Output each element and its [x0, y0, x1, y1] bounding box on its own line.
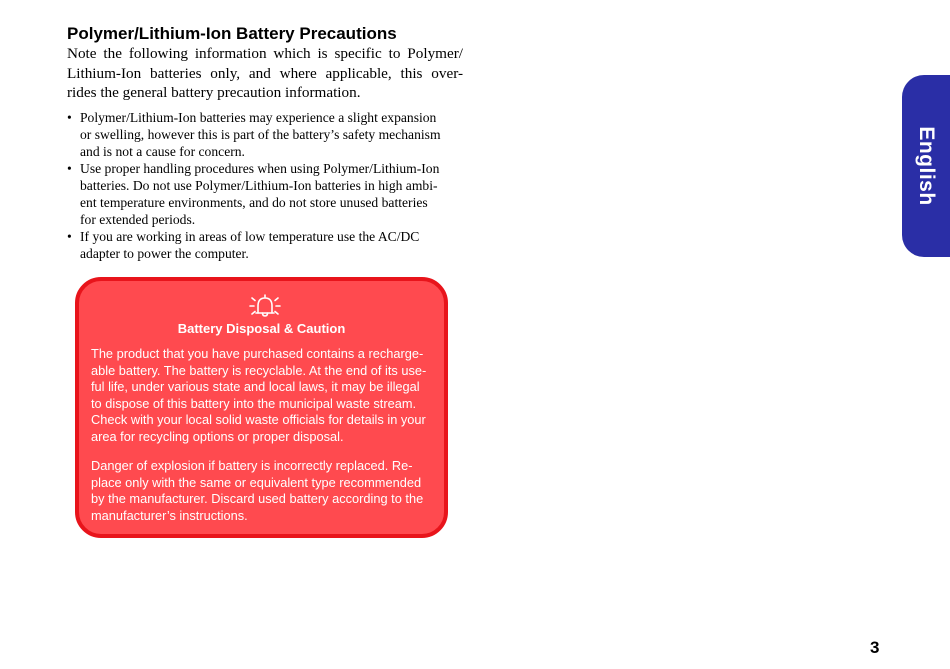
bullet-icon: •	[67, 229, 72, 244]
paragraph-line: to dispose of this battery into the municipal waste stream.	[91, 395, 417, 411]
list-item-line: adapter to power the computer.	[80, 246, 249, 261]
paragraph-line: by the manufacturer. Discard used battery according to the	[91, 491, 424, 507]
paragraph-line: place only with the same or equivalent type recommended	[91, 474, 422, 490]
bullet-icon: •	[67, 110, 72, 125]
list-item	[67, 160, 463, 228]
paragraph-line: Check with your local solid waste officials for details in your	[91, 412, 426, 428]
list-item-line: for extended periods.	[80, 212, 196, 227]
list-item-line: If you are working in areas of low temperature use the AC/DC	[80, 229, 420, 244]
language-tab	[902, 75, 950, 257]
list-item-line: batteries. Do not use Polymer/Lithium-Ion batteries in high ambi-	[80, 178, 438, 193]
alarm-bell-icon	[247, 292, 283, 318]
intro-paragraph	[67, 44, 463, 103]
battery-caution-box	[75, 277, 448, 538]
disposal-paragraph	[91, 346, 441, 446]
paragraph-line: Danger of explosion if battery is incorrectly replaced. Re-	[91, 458, 413, 473]
precautions-list	[67, 109, 463, 262]
bullet-icon: •	[67, 161, 72, 176]
paragraph-line: able battery. The battery is recyclable. At the end of its use-	[91, 362, 427, 378]
list-item	[67, 109, 463, 160]
paragraph-line: The product that you have purchased contains a recharge-	[91, 346, 424, 361]
list-item-line: Polymer/Lithium-Ion batteries may experience a slight expansion	[80, 110, 437, 125]
list-item-line: or swelling, however this is part of the battery’s safety mechanism	[80, 127, 441, 142]
explosion-warning-paragraph	[91, 458, 441, 524]
intro-line: rides the general battery precaution information.	[67, 84, 361, 101]
page-number: 3	[870, 638, 880, 657]
intro-line: Lithium-Ion batteries only, and where applicable, this over-	[67, 64, 463, 82]
list-item	[67, 228, 463, 262]
list-item-line: Use proper handling procedures when using Polymer/Lithium-Ion	[80, 161, 440, 176]
paragraph-line: manufacturer’s instructions.	[91, 507, 248, 523]
list-item-line: ent temperature environments, and do not store unused batteries	[80, 195, 428, 210]
list-item-line: and is not a cause for concern.	[80, 144, 245, 159]
paragraph-line: ful life, under various state and local laws, it may be illegal	[91, 379, 420, 395]
section-heading: Polymer/Lithium-Ion Battery Precautions	[67, 24, 397, 43]
language-tab-label: English	[915, 126, 938, 206]
paragraph-line: area for recycling options or proper disposal.	[91, 428, 344, 444]
intro-line: Note the following information which is specific to Polymer/	[67, 45, 463, 62]
caution-title: Battery Disposal & Caution	[177, 321, 346, 336]
